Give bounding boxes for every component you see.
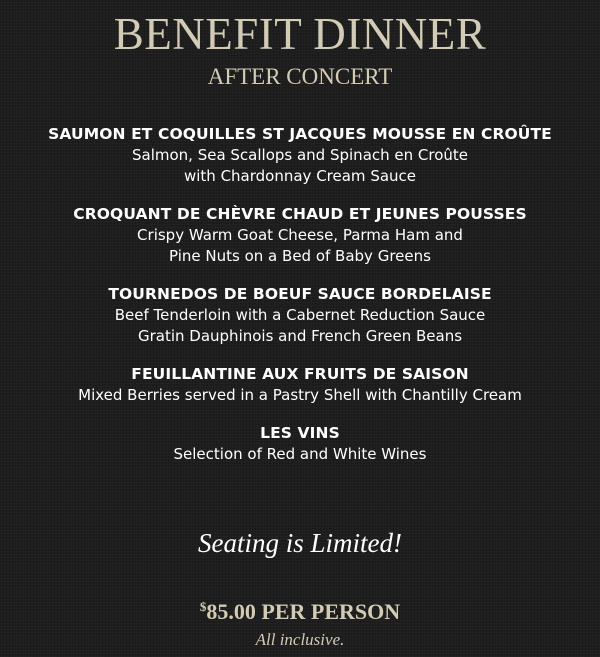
page-subtitle: AFTER CONCERT (207, 64, 393, 89)
course-name: FEUILLANTINE AUX FRUITS DE SAISON (131, 365, 469, 383)
course-description-line: with Chardonnay Cream Sauce (183, 167, 417, 185)
course-description-line: Selection of Red and White Wines (173, 445, 427, 463)
course-description-line: Mixed Berries served in a Pastry Shell with Chantilly Cream (78, 386, 522, 404)
menu-course (0, 124, 600, 187)
menu-course (0, 364, 600, 406)
course-name: TOURNEDOS DE BOEUF SAUCE BORDELAISE (108, 285, 492, 303)
course-name: SAUMON ET COQUILLES ST JACQUES MOUSSE EN CROÛTE (48, 125, 552, 143)
price (0, 598, 600, 626)
course-name: LES VINS (260, 424, 340, 442)
seating-notice: Seating is Limited! (198, 528, 402, 558)
currency-symbol: $ (199, 599, 207, 614)
menu-list (0, 124, 600, 482)
course-name: CROQUANT DE CHÈVRE CHAUD ET JEUNES POUSSES (73, 205, 527, 223)
course-description-line: Salmon, Sea Scallops and Spinach en Croûte (131, 146, 469, 164)
course-description-line: Crispy Warm Goat Cheese, Parma Ham and (137, 226, 463, 244)
page-title: BENEFIT DINNER (113, 9, 487, 59)
menu-course (0, 204, 600, 267)
price-text: 85.00 PER PERSON (206, 599, 401, 624)
course-description-line: Gratin Dauphinois and French Green Beans (137, 327, 463, 345)
course-description-line: Beef Tenderloin with a Cabernet Reduction Sauce (114, 306, 486, 324)
menu-course (0, 284, 600, 347)
course-description-line: Pine Nuts on a Bed of Baby Greens (169, 247, 431, 265)
menu-course (0, 423, 600, 465)
inclusive-note: All inclusive. (255, 630, 345, 649)
